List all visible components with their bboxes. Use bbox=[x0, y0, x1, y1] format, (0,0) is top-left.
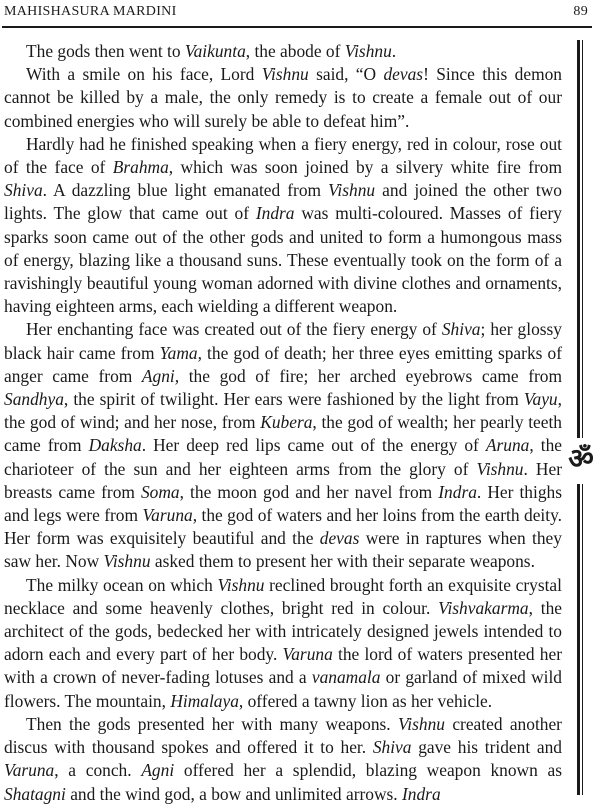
italic-term: Vishnu bbox=[217, 574, 265, 595]
text-run: The gods then went to bbox=[26, 41, 185, 61]
italic-term: vanamala bbox=[311, 667, 381, 688]
text-run: asked them to present her with their separate weapons. bbox=[150, 551, 535, 572]
running-title: MAHISHASURA MARDINI bbox=[4, 4, 177, 19]
italic-term: Agni, bbox=[141, 365, 180, 386]
text-run: , the god of wind; and her nose, from bbox=[4, 389, 562, 433]
italic-term: Indra bbox=[402, 783, 441, 804]
italic-term: Sandhya bbox=[4, 389, 64, 410]
text-run: . Her deep red lips came out of the energy of bbox=[141, 435, 486, 456]
side-rule-lower-thin bbox=[582, 484, 583, 795]
text-run: . Her breasts came from bbox=[4, 458, 562, 502]
italic-term: Vishnu bbox=[261, 64, 309, 85]
italic-term: Himalaya bbox=[170, 690, 239, 711]
italic-term: devas bbox=[383, 64, 424, 85]
italic-term: Shiva bbox=[441, 319, 481, 340]
italic-term: Vishnu bbox=[103, 551, 151, 572]
paragraph bbox=[4, 40, 562, 63]
side-rule-upper-thin bbox=[582, 40, 583, 438]
paragraph bbox=[4, 713, 562, 806]
italic-term: Shatagni bbox=[4, 783, 66, 804]
text-run: Then the gods presented her with many weapons. bbox=[26, 713, 398, 734]
italic-term: Agni bbox=[141, 760, 175, 781]
text-run: . A dazzling blue light emanated from bbox=[42, 180, 329, 201]
italic-term: Varuna bbox=[4, 760, 55, 781]
text-run: ; her glossy black hair came from bbox=[4, 319, 562, 363]
text-run: , the god of waters and her loins from the earth deity. Her form was exquisitely beautiful and the bbox=[4, 505, 563, 549]
italic-term: Vishnu bbox=[344, 41, 392, 61]
text-run: , the charioteer of the sun and her eighteen arms from the glory of bbox=[4, 435, 562, 479]
italic-term: Vishnu bbox=[476, 458, 524, 479]
text-run: and joined the other two lights. The glow that came out of bbox=[4, 180, 562, 224]
text-run: the god of death; her three eyes emitting sparks of anger came from bbox=[4, 342, 562, 386]
text-run: the god of fire; her arched eyebrows came from bbox=[179, 365, 562, 386]
text-run: . bbox=[391, 41, 397, 61]
text-run: , which was soon joined by a silvery white fire from bbox=[168, 157, 562, 178]
text-run: or garland of mixed wild flowers. The mountain, bbox=[4, 667, 562, 711]
text-run: , the architect of the gods, bedecked her with intricately designed jewels intended to adorn each and every part of her body. bbox=[4, 597, 562, 665]
text-run: offered her a splendid, blazing weapon known as bbox=[174, 760, 563, 781]
italic-term: Aruna bbox=[485, 435, 530, 456]
header-rule bbox=[2, 26, 592, 28]
text-run: reclined brought forth an exquisite crystal necklace and some heavenly clothes, bright red in colour. bbox=[4, 574, 562, 618]
italic-term: Varuna bbox=[142, 505, 193, 526]
text-run: was multi-coloured. Masses of fiery sparks soon came out of the other gods and united to form a humongous mass of energy, blazing like a thousand suns. These eventually took on the form of a ravishingly beautiful young woman adorned with divine clothes and ornaments, having eighteen arms, each wielding a different weapon. bbox=[4, 203, 562, 317]
text-run: the lord of waters presented her with a crown of never-fading lotuses and a bbox=[4, 644, 562, 688]
om-icon: ॐ bbox=[568, 440, 594, 480]
side-rule-lower bbox=[577, 484, 580, 795]
italic-term: devas bbox=[319, 528, 360, 549]
italic-term: Vishnu bbox=[397, 713, 445, 734]
body-text bbox=[4, 40, 562, 806]
text-run: , the spirit of twilight. Her ears were fashioned by the light from bbox=[63, 389, 524, 410]
paragraph bbox=[4, 133, 562, 319]
text-run: created another discus with thousand spokes and offered it to her. bbox=[4, 713, 562, 758]
italic-term: Yama, bbox=[159, 342, 202, 363]
text-run: and the wind god, a bow and unlimited arrows. bbox=[65, 783, 402, 804]
paragraph bbox=[4, 63, 562, 133]
italic-term: Vayu bbox=[523, 389, 558, 410]
italic-term: Brahma bbox=[112, 157, 169, 178]
italic-term: Vishvakarma bbox=[438, 597, 529, 618]
italic-term: Indra bbox=[438, 481, 477, 502]
italic-term: Daksha bbox=[88, 435, 142, 456]
italic-term: Shiva bbox=[4, 180, 43, 201]
italic-term: Kubera bbox=[260, 412, 313, 433]
italic-term: Shiva bbox=[372, 737, 412, 758]
paragraph bbox=[4, 318, 562, 573]
text-run: , offered a tawny lion as her vehicle. bbox=[238, 690, 493, 711]
side-rule-upper bbox=[577, 40, 580, 438]
text-run: were in raptures when they saw her. Now bbox=[4, 528, 562, 572]
text-run: said, “O bbox=[308, 64, 384, 85]
text-run: ! Since this demon cannot be killed by a male, the only remedy is to create a female out of our combined energies who will surely be able to defeat him”. bbox=[4, 64, 562, 131]
paragraph bbox=[4, 574, 562, 713]
italic-term: Vaikunta bbox=[184, 41, 246, 61]
italic-term: Vishnu bbox=[328, 180, 376, 201]
text-run: gave his trident and bbox=[411, 737, 562, 758]
page-number: 89 bbox=[573, 4, 588, 19]
text-run: , a conch. bbox=[54, 760, 142, 781]
italic-term: Indra bbox=[255, 203, 295, 224]
text-run: , the moon god and her navel from bbox=[179, 481, 439, 502]
text-run: The milky ocean on which bbox=[26, 574, 218, 595]
text-run: , the god of wealth; her pearly teeth came from bbox=[4, 412, 562, 456]
text-run: Hardly had he finished speaking when a fiery energy, red in colour, rose out of the face of bbox=[4, 133, 562, 178]
text-run: , the abode of bbox=[245, 41, 345, 61]
text-run: With a smile on his face, Lord bbox=[26, 64, 262, 85]
italic-term: Soma bbox=[140, 481, 180, 502]
italic-term: Varuna bbox=[282, 644, 333, 665]
text-run: . Her thighs and legs were from bbox=[4, 481, 562, 526]
text-run: Her enchanting face was created out of the fiery energy of bbox=[26, 319, 442, 340]
